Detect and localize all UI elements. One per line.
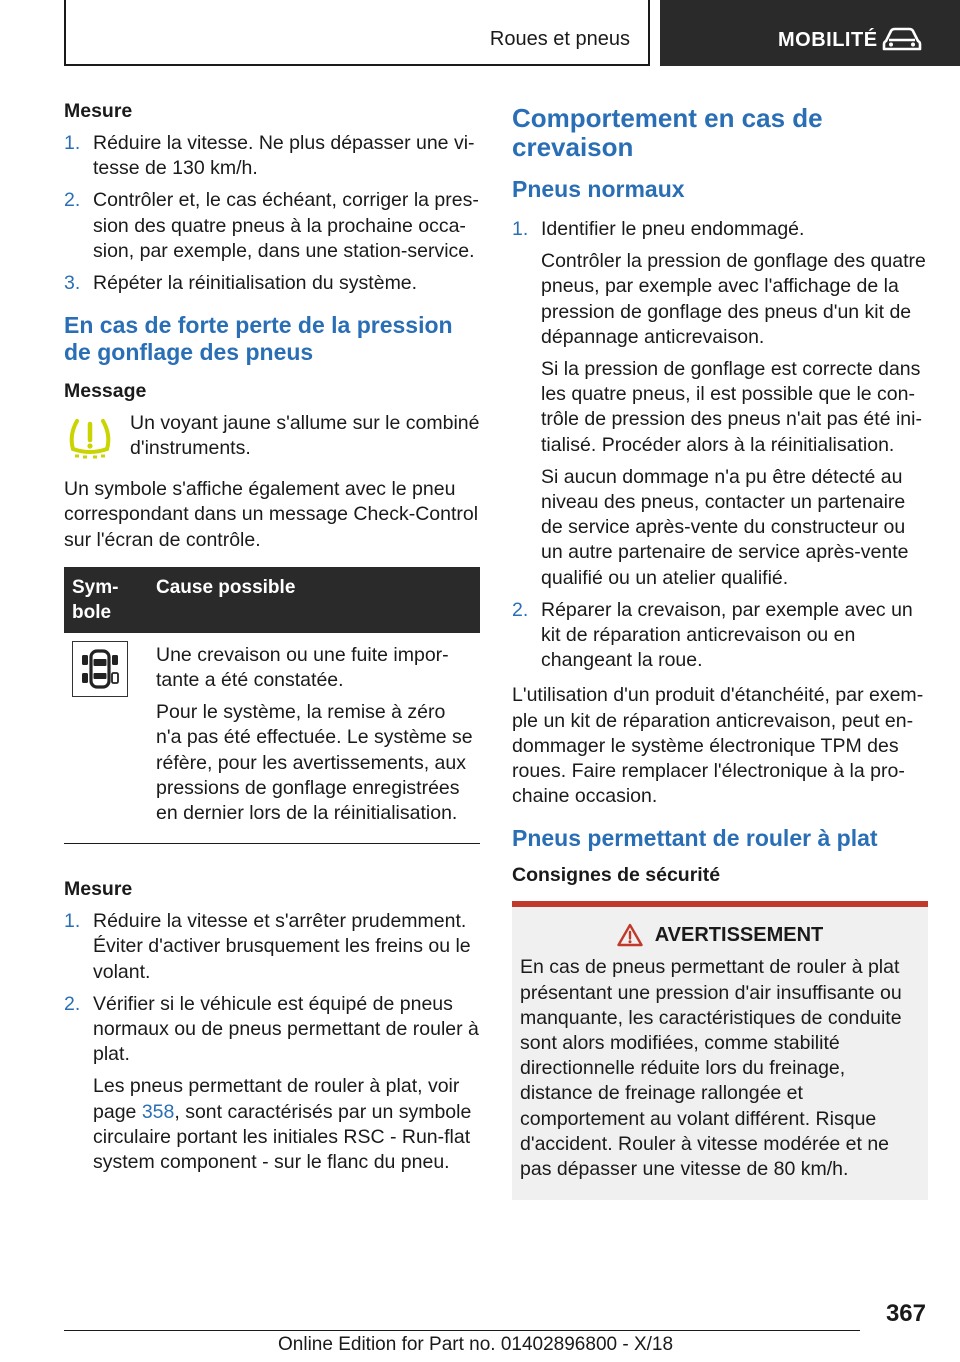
step-text: Vérifier si le véhicule est équipé de pneus normaux ou de pneus permettant de rouler à plat. — [93, 992, 479, 1066]
subheading-runflat: Pneus permettant de rouler à plat — [512, 825, 878, 852]
normal-tire-steps — [512, 217, 928, 673]
step-number: 2. — [64, 189, 81, 212]
car-top-view-tire-icon — [72, 641, 128, 697]
list-item — [64, 188, 480, 264]
step-text: Contrôler et, le cas échéant, corriger la pression des quatre pneus à la prochaine occasion, par exemple, dans une station-service. — [93, 189, 479, 262]
step-subtext: Contrôler la pression de gonflage des quatre pneus, par exemple avec l'affichage de la pression de gonflage des pneus d'un kit de dépannage anticrevaison. — [541, 250, 926, 348]
warning-text: En cas de pneus permettant de rouler à plat présentant une pression d'air insuffisante ou manquante, les caractéristiques de conduite sont alors modifiées, comme stabilité directionnelle réduite lors du freinage, distance de freinage rallongée et comportement au volant différent. Risque d'accident. Rouler à vitesse modérée et ne pas dépasser une vitesse de 80 km/h. — [520, 956, 902, 1181]
page-link[interactable]: 358 — [141, 1100, 175, 1123]
column-header-cause: Cause possible — [148, 567, 480, 633]
cause-cell — [148, 633, 480, 844]
header-section-title: Roues et pneus — [489, 28, 630, 50]
table-header-row — [64, 567, 480, 633]
list-item — [64, 909, 480, 985]
mesure-steps — [64, 909, 480, 1175]
mesure-label: Mesure — [64, 878, 133, 901]
left-column — [64, 100, 480, 1185]
warning-box — [512, 901, 928, 1200]
right-column — [512, 100, 928, 1200]
step-text: Répéter la réinitialisation du système. — [93, 272, 418, 295]
step-text: Identifier le pneu endommagé. — [541, 218, 805, 240]
step-text: Réduire la vitesse. Ne plus dépasser une vitesse de 130 km/h. — [93, 132, 475, 180]
step-subtext — [93, 1074, 480, 1175]
car-icon — [882, 26, 922, 52]
step-number: 1. — [512, 218, 529, 240]
step-subtext: Si la pression de gonflage est correcte dans les quatre pneus, il est possible que le contrôle de pression des pneus n'ait pas été initialisé. Procéder alors à la réinitialisation. — [541, 358, 922, 456]
list-item — [512, 217, 928, 591]
step-number: 1. — [64, 910, 81, 933]
header-chapter-title: MOBILITÉ — [778, 29, 878, 51]
mesure-steps — [64, 131, 480, 296]
warning-triangle-icon — [617, 923, 643, 947]
subtext-part: Les pneus permettant de rouler à plat, voir page — [93, 1075, 460, 1123]
list-item — [64, 271, 480, 296]
warning-title: AVERTISSEMENT — [654, 923, 824, 946]
subheading-normal-tires: Pneus normaux — [512, 176, 685, 202]
message-row — [64, 411, 480, 465]
table-row — [64, 633, 480, 844]
header-chapter-bar — [660, 0, 960, 66]
step-number: 1. — [64, 132, 81, 154]
mesure-label: Mesure — [64, 100, 133, 122]
step-number: 2. — [64, 992, 81, 1015]
footer-edition: Online Edition for Part no. 01402896800 - X/18 — [278, 1334, 674, 1355]
symbol-table — [64, 567, 480, 844]
cause-text: Une crevaison ou une fuite importante a été constatée. — [156, 643, 449, 692]
page-header — [0, 0, 960, 66]
step-number: 3. — [64, 272, 81, 295]
safety-label: Consignes de sécurité — [512, 864, 721, 887]
list-item — [64, 992, 480, 1175]
symbol-cell — [64, 633, 148, 844]
step-subtext: Si aucun dommage n'a pu être détecté au niveau des pneus, contacter un partenaire de service après-vente du constructeur ou un autre partenaire de service après-vente qualifié ou un atelier qualifié. — [541, 465, 909, 589]
step-number: 2. — [512, 598, 529, 621]
footer-divider — [64, 1330, 860, 1331]
list-item — [64, 131, 480, 181]
page-number: 367 — [885, 1300, 926, 1327]
symbol-paragraph: Un symbole s'affiche également avec le pneu correspondant dans un message Check-Control sur l'écran de contrôle. — [64, 478, 479, 551]
warning-title-row — [520, 923, 920, 947]
section-heading-pressure-loss: En cas de forte perte de la pression de gonflage des pneus — [64, 312, 453, 366]
step-text: Réparer la crevaison, par exemple avec un kit de réparation anticrevaison ou en changeant la roue. — [541, 598, 913, 672]
message-text: Un voyant jaune s'allume sur le combiné d'instruments. — [130, 412, 480, 460]
message-label: Message — [64, 380, 147, 403]
subtext-part: , sont caractérisés par un symbole circulaire portant les initiales RSC - Run-flat system component - sur le flanc du pneu. — [93, 1100, 472, 1174]
step-text: Réduire la vitesse et s'arrêter prudemment. Éviter d'activer brusquement les freins ou le volant. — [93, 910, 471, 983]
list-item — [512, 598, 928, 674]
column-header-symbol: Symbole — [64, 567, 148, 633]
cause-text: Pour le système, la remise à zéro n'a pas été effectuée. Le système se réfère, pour les avertissements, aux pressions de gonflage enregistrées en dernier lors de la réinitialisation. — [156, 701, 473, 825]
main-heading: Comportement en cas de crevaison — [512, 103, 823, 162]
tire-pressure-warning-icon — [64, 413, 116, 465]
sealant-paragraph: L'utilisation d'un produit d'étanchéité, par exemple un kit de réparation anticrevaison, peut endommager le système électronique TPM des roues. Faire remplacer l'électronique à la prochaine occasion. — [512, 684, 924, 808]
